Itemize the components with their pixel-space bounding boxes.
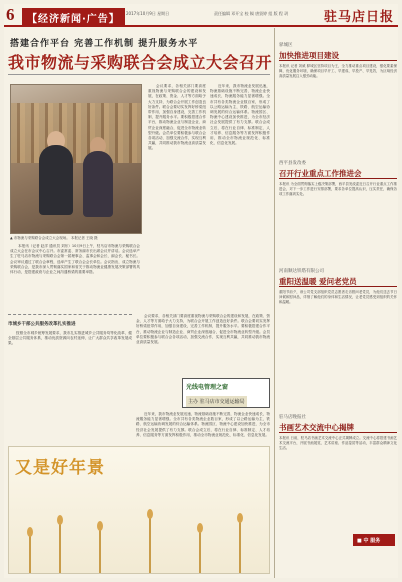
feature-body <box>8 331 132 423</box>
article-text: 会议要求，各相关部门要高度重视物流与采购联合会的建设和发展，在政策、资金、人才等方面给予大力支持，为联合会开展工作创造良好条件。联合会要切实发挥好桥梁纽带作用，加强自身建设，完善工作机制，提升服务水平。要积极搭建合作平台，推动物流企业与制造企业、商贸企业深度融合，促进全市物流业转型升级。会员单位要积极参与联合会各项活动，加强交流合作，实现互利共赢，共同推动我市物流业高质量发展。 <box>136 314 270 345</box>
banner-title: 又是好年景 <box>15 458 105 478</box>
feature-title: 市城乡干部公共服务改革扎实推进 <box>8 322 76 327</box>
photo-background <box>11 103 142 163</box>
section-label: 【经济新闻·广告】 <box>22 8 125 27</box>
photo-figure <box>39 145 73 215</box>
story-body: 本报讯 记者 刘威 驿城区坚持项目为王，全力推动重点项目建设，强化要素保障，优化服务环境，确保项目早开工、早建成、早投产、早见效，为区域经济高质量发展注入强劲动能。 <box>279 64 397 78</box>
article-text: 近年来，我市物流业发展迅速，物流基础设施不断完善，物流企业快速成长，物流服务能力显著增强。全市共有各类物流企业数百家，形成了以公路运输为主，铁路、航空运输协调发展的综合运输体系。物流园区、物流中心建设加快推进，为全市经济社会发展提供了有力支撑。联合会成立后，将在行业自律、标准制定、人才培养、信息服务等方面发挥积极作用，推动全市物流业规范化、标准化、信息化发展。 <box>210 84 270 146</box>
story-headline: 书画艺术交流中心揭牌 <box>279 423 354 432</box>
wheat-stalk <box>59 521 61 573</box>
story-rule <box>279 60 397 61</box>
wheat-stalk <box>199 529 201 573</box>
editor-credits: 责任编辑 邓开宝 校 稿 唐贤婷 组 版 程 玥 <box>214 11 289 16</box>
story-headline: 加快推进项目建设 <box>279 51 339 60</box>
article-text: 按照全市城乡统筹发展要求，我市扎实推进城乡公共服务均等化改革，健全基层公共服务体系，推动优质资源向农村延伸，让广大群众共享改革发展成果。 <box>8 331 132 346</box>
article-text: 会议要求，各相关部门要高度重视物流与采购联合会的建设和发展，在政策、资金、人才等方面给予大力支持，为联合会开展工作创造良好条件。联合会要切实发挥好桥梁纽带作用，加强自身建设，完善工作机制，提升服务水平。要积极搭建合作平台，推动物流企业与制造企业、商贸企业深度融合，促进全市物流业转型升级。会员单位要积极参与联合会各项活动，加强交流合作，实现互利共赢，共同推动我市物流业高质量发展。 <box>148 84 206 151</box>
date-line: 2017年10月9日 星期日 <box>126 11 170 16</box>
wheat-stalk <box>29 533 31 573</box>
photo-banner <box>8 446 270 574</box>
brand-logo: ■ 中 服务 <box>353 534 395 546</box>
masthead <box>4 4 398 26</box>
main-headline: 我市物流与采购联合会成立大会召开 <box>8 53 273 72</box>
wheat-stalk <box>149 515 151 573</box>
article-text: 近年来，我市物流业发展迅速，物流基础设施不断完善，物流企业快速成长，物流服务能力显著增强。全市共有各类物流企业数百家，形成了以公路运输为主，铁路、航空运输协调发展的综合运输体系。物流园区、物流中心建设加快推进，为全市经济社会发展提供了有力支撑。联合会成立后，将在行业自律、标准制定、人才培养、信息服务等方面发挥积极作用，推动全市物流业规范化、标准化、信息化发展。 <box>136 412 270 437</box>
story-rule <box>279 286 397 287</box>
news-photo <box>10 84 142 234</box>
story-tag: 河南顺达铁塔有限公司 <box>279 269 324 274</box>
story-tag: 西平县发改委 <box>279 161 306 166</box>
article-column-4 <box>136 314 270 374</box>
wheat-stalk <box>99 527 101 573</box>
story-kicker: 搭建合作平台 完善工作机制 提升服务水平 <box>10 39 199 49</box>
story-body: 重阳节前夕，该公司党支部组织党员志愿者走访慰问老党员，为他们送去节日问候和慰问品，详细了解他们的身体和生活情况，让老党员感受到组织的关怀和温暖。 <box>279 290 397 304</box>
article-column-1 <box>10 244 140 310</box>
story-body: 本报讯 为全面贯彻落实上级决策部署，西平县发改委近日召开行业重点工作推进会，对下一步工作进行安排部署，要求各单位提高认识，压实责任，确保各项工作落到实处。 <box>279 182 397 196</box>
promo-title: 光线电管理之窗 <box>186 384 229 391</box>
story-headline: 召开行业重点工作推进会 <box>279 169 362 178</box>
article-column-5 <box>136 412 270 442</box>
page-number: 6 <box>6 5 15 24</box>
story-rule <box>279 178 397 179</box>
masthead-rule <box>4 25 398 27</box>
story-rule <box>279 432 397 433</box>
wheat-stalk <box>239 519 241 573</box>
story-headline: 重阳送温暖 爱问老党员 <box>279 277 357 286</box>
right-news-column <box>274 28 398 578</box>
promo-subtitle: 主办 驻马店市交通运输局 <box>186 396 247 407</box>
promo-box <box>182 378 270 408</box>
story-body: 本报讯 日前，驻马店书画艺术交流中心正式揭牌成立。交流中心将搭建书画艺术交流平台，开展书画展览、艺术讲座、作品鉴赏等活动，丰富群众精神文化生活。 <box>279 436 397 450</box>
newspaper-page <box>4 4 398 578</box>
article-text: 本报讯（记者 赵洋 通讯员 刘东）10月9日上午，驻马店市物流与采购联合会成立大会在市会议中心召开。市委常委、常务副市长出席会议并讲话。会议选举产生了驻马店市物流与采购联合会第一届理事会、监事会和会长、副会长、秘书长。会议审议通过了联合会章程，选举产生了联合会会长单位。会议指出，成立物流与采购联合会，是我市深入贯彻落实国家和省关于推动物流业健康发展决策部署的具体行动，是搭建政府与企业之间沟通桥梁的重要举措。 <box>10 244 140 275</box>
story-tag: 驻马店晚报社 <box>279 415 306 420</box>
newspaper-name: 驻马店日报 <box>323 9 394 24</box>
headline-rule <box>8 74 270 75</box>
feature-article <box>8 314 132 424</box>
photo-figure <box>83 151 113 217</box>
story-tag: 驿城区 <box>279 43 293 48</box>
photo-caption: ▲ 市物流与采购联合会成立大会现场。 本报记者 王晓 摄 <box>10 236 98 240</box>
